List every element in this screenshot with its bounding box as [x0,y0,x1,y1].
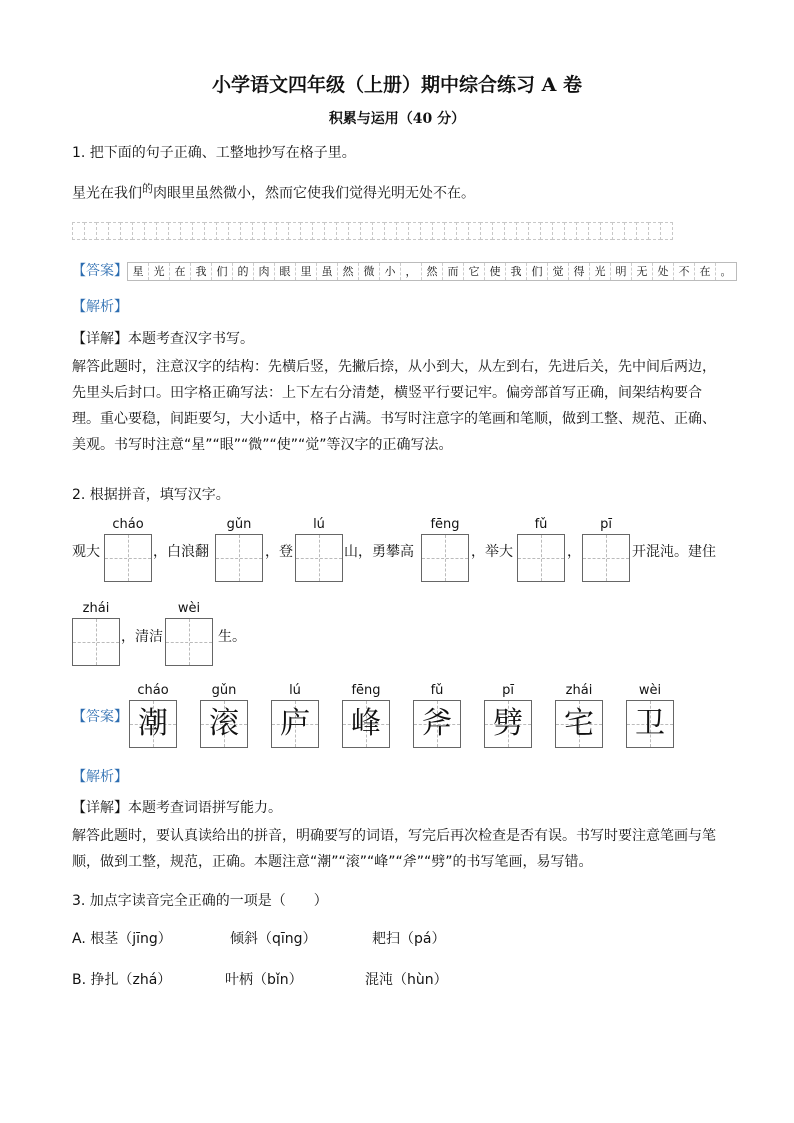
q3-option-a-1[interactable]: A. 根茎（jīng） [72,931,172,947]
copy-grid [72,222,672,240]
q1-answer-char: 它 [463,263,484,280]
q1-sentence [72,180,475,203]
q1-answer-char: 使 [484,263,505,280]
q1-answer-char: 我 [190,263,211,280]
q2-answer-char: 庐 [280,706,310,741]
q1-answer-char: 觉 [547,263,568,280]
q2-pinyin: wèi [177,601,201,616]
q2-answer-box [626,700,674,748]
q1-analysis-tag: 【解析】 [72,299,128,315]
q2-answer-pinyin: fēng [351,683,381,698]
q2-answer-tag: 【答案】 [72,709,128,725]
q1-detail [72,328,254,348]
q2-answer-box [200,700,248,748]
q1-answer-char: 无 [631,263,652,280]
q1-answer-char: 然 [337,263,358,280]
q2-seg8: ，清洁 [121,629,163,645]
q1-answer-char: 小 [379,263,400,280]
q1-answer-grid [127,262,737,281]
q2-answer-char: 潮 [138,706,168,741]
q1-answer-char: 肉 [253,263,274,280]
q2-seg4: 山，勇攀高 [344,544,414,560]
q2-answer-pinyin: cháo [137,683,169,698]
q2-pinyin: zhái [82,601,110,616]
q2-blank-box[interactable] [72,618,120,666]
q2-answer-char: 斧 [422,706,452,741]
q1-answer-char: 明 [610,263,631,280]
q1-answer-char: 我 [505,263,526,280]
copy-grid-cell[interactable] [660,222,673,240]
q2-analysis-tag: 【解析】 [72,769,128,785]
q3-option-b-3: 混沌（hùn） [365,972,448,988]
q2-blank-box[interactable] [215,534,263,582]
q1-answer-char: 里 [295,263,316,280]
q2-answer-pinyin: gǔn [211,683,237,698]
q1-answer-char: 得 [568,263,589,280]
q1-answer-char: ， [400,263,421,280]
q1-answer-char: 眼 [274,263,295,280]
q2-answer-box [271,700,319,748]
q2-answer-char: 峰 [351,706,381,741]
q2-answer-box [413,700,461,748]
q1-answer-char: 虽 [316,263,337,280]
q2-pinyin: lú [313,517,325,532]
q1-answer-char: 光 [589,263,610,280]
q2-blank-box[interactable] [517,534,565,582]
q2-blank-box[interactable] [582,534,630,582]
q1-answer-tag: 【答案】 [72,263,128,279]
q2-answer-char: 劈 [493,706,523,741]
q1-answer-char: 的 [232,263,253,280]
q1-detail-tag: 【详解】 [72,331,128,347]
section-heading: 积累与运用（40 分） [328,111,466,127]
q2-answer-box [555,700,603,748]
q1-sentence-de: 的 [142,182,153,195]
q1-sentence-b: 肉眼里虽然微小，然而它使我们觉得光明无处不在。 [153,185,475,202]
q2-answer-pinyin: fǔ [430,683,444,698]
q2-seg9: 生。 [218,629,246,645]
q1-detail-text: 本题考查汉字书写。 [128,331,254,347]
q2-answer-box [484,700,532,748]
q1-sentence-a: 星光在我们 [72,185,142,202]
q1-answer-char: 处 [652,263,673,280]
q1-explanation: 解答此题时，注意汉字的结构：先横后竖，先撇后捺，从小到大，从左到右，先进后关，先中间后两边，先里头后封口。田字格正确写法：上下左右分清楚，横竖平行要记牢。偏旁部首写正确，间架结构要合理。重心要稳，间距要匀，大小适中，格子占满。书写时注意字的笔画和笔顺，做到工整、规范、正确、美观。书写时注意“星”“眼”“微”“使”“觉”等汉字的正确写法。 [72,359,716,453]
q2-pinyin: fǔ [534,517,548,532]
q2-seg5: ，举大 [471,544,513,560]
q1-answer-char: 微 [358,263,379,280]
q3-option-a-3: 耙扫（pá） [372,931,446,947]
q2-answer-pinyin: pī [502,683,514,698]
q2-answer-char: 滚 [209,706,239,741]
q1-answer-char: 星 [132,265,144,278]
q2-blank-box[interactable] [295,534,343,582]
q1-prompt: 1. 把下面的句子正确、工整地抄写在格子里。 [72,145,356,161]
q1-answer-char: 们 [211,263,232,280]
q2-blank-box[interactable] [104,534,152,582]
q2-blank-box[interactable] [165,618,213,666]
q2-seg7: 开混沌。建住 [632,544,716,560]
q1-answer-char: 在 [169,263,190,280]
q1-answer-char: 而 [442,263,463,280]
q2-detail [72,797,282,817]
q3-prompt: 3. 加点字读音完全正确的一项是（ ） [72,893,328,909]
q2-seg1: 观大 [72,544,100,560]
q1-answer-char: 不 [673,263,694,280]
q3-option-a-2: 倾斜（qīng） [230,931,317,947]
q2-blank-box[interactable] [421,534,469,582]
q2-detail-tag: 【详解】 [72,800,128,816]
q2-pinyin: cháo [112,517,144,532]
q2-seg2: ，白浪翻 [153,544,209,560]
q2-answer-pinyin: lú [289,683,301,698]
q2-answer-pinyin: zhái [565,683,593,698]
q1-answer-char: 在 [694,263,715,280]
q1-answer-char: 光 [148,263,169,280]
q2-answer-pinyin: wèi [638,683,662,698]
q2-answer-box [129,700,177,748]
q2-answer-box [342,700,390,748]
q3-option-b-1[interactable]: B. 挣扎（zhá） [72,972,172,988]
q3-option-b-2: 叶柄（bǐn） [225,972,303,988]
q2-pinyin: pī [600,517,612,532]
q2-seg3: ，登 [265,544,293,560]
q2-pinyin: fēng [430,517,460,532]
q1-answer-char: 。 [715,263,736,280]
q2-pinyin: gǔn [226,517,252,532]
q1-answer-char: 然 [421,263,442,280]
q2-detail-text: 本题考查词语拼写能力。 [128,800,282,816]
page-title: 小学语文四年级（上册）期中综合练习 A 卷 [212,74,582,96]
q2-explanation: 解答此题时，要认真读给出的拼音，明确要写的词语，写完后再次检查是否有误。书写时要注意笔画与笔顺，做到工整，规范，正确。本题注意“潮”“滚”“峰”“斧”“劈”的书写笔画，易写错。 [72,828,716,870]
q2-prompt: 2. 根据拼音，填写汉字。 [72,487,230,503]
q2-answer-char: 宅 [564,706,594,741]
q2-answer-char: 卫 [635,706,665,741]
q1-answer-char: 们 [526,263,547,280]
q2-seg6: ， [567,544,581,560]
